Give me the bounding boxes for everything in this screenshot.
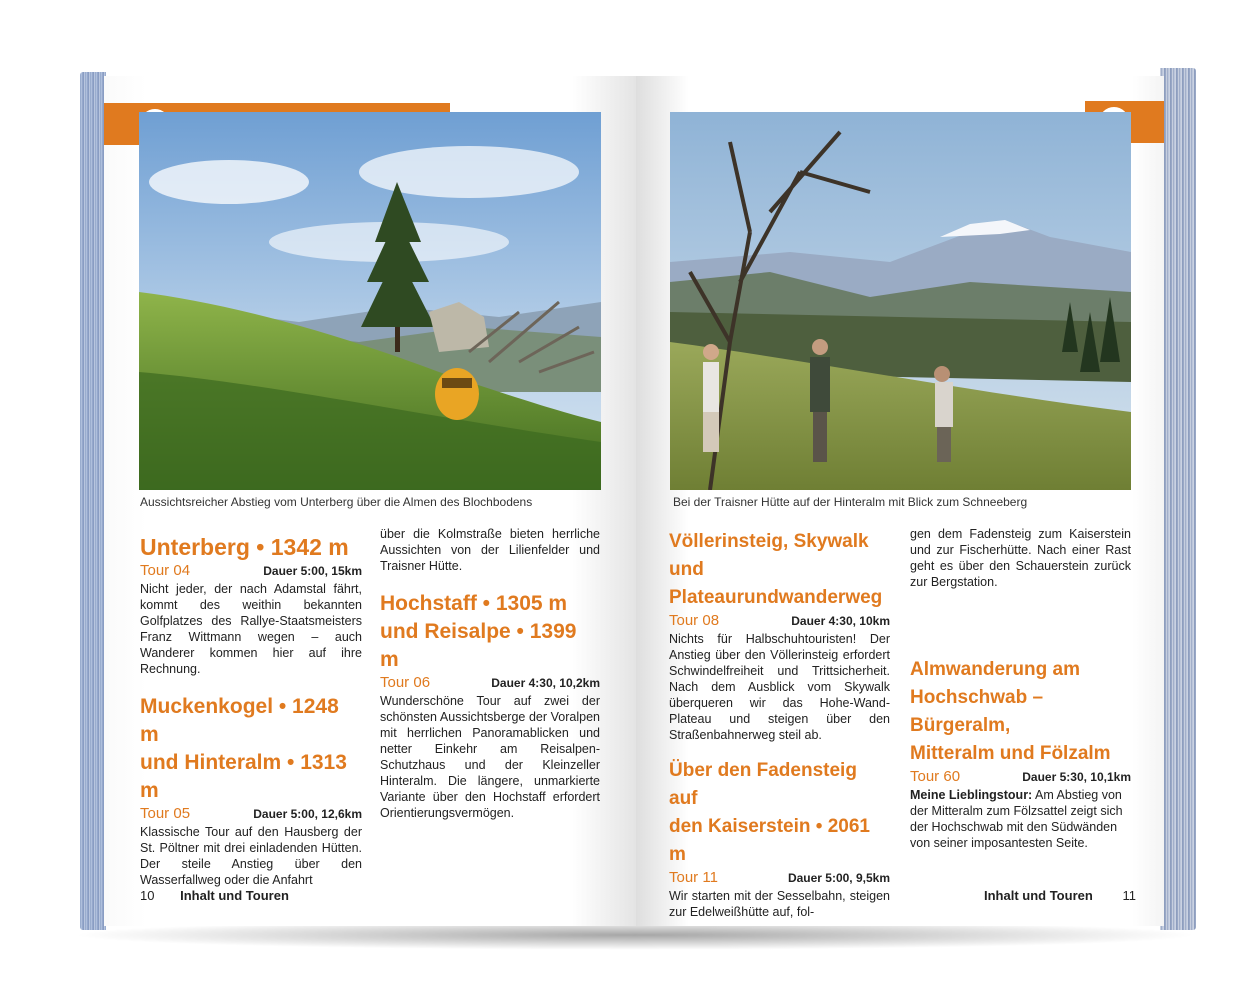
- tour-number: Tour 04: [140, 562, 191, 579]
- tour-number: Tour 11: [669, 869, 718, 886]
- tour-duration: Dauer 5:30, 10,1km: [1022, 770, 1131, 784]
- tour-number: Tour 08: [669, 612, 720, 629]
- tour-duration: Dauer 5:00, 15km: [263, 564, 362, 578]
- right-column-2: [910, 526, 1131, 851]
- tour-description-voellerinsteig: Nichts für Halbschuhtouristen! Der Anstieg über den Völlerinsteig erfordert Schwindelfreiheit und Trittsicherheit. Nach dem Ausblick vom Skywalk überqueren wir das Hohe-Wand-Plateau und steigen über den Straßenbahnerweg steil ab.: [669, 632, 890, 742]
- left-column-2: [380, 526, 600, 821]
- photo-caption-left: Aussichtsreicher Abstieg vom Unterberg über die Almen des Blochbodens: [140, 495, 533, 509]
- photo-traisner-huette: [670, 112, 1131, 490]
- book-edge-left: [80, 72, 106, 930]
- tour-meta-fadensteig: [669, 869, 890, 886]
- tour-duration: Dauer 5:00, 12,6km: [253, 807, 362, 821]
- tour-title-voellerinsteig: Völlerinsteig, Skywalk und: [669, 531, 869, 580]
- tour-title-muckenkogel-line2: und Hinteralm • 1313 m: [140, 751, 347, 802]
- tour-duration: Dauer 4:30, 10km: [791, 614, 890, 628]
- page-number-right: 11: [1122, 888, 1136, 903]
- tour-description-text: Am Abstieg von der Mitteralm zum Fölzsattel zeigt sich der Hochschwab mit den Südwänden von seiner imposantesten Seite.: [910, 788, 1123, 850]
- running-footer-left: Inhalt und Touren: [180, 888, 289, 903]
- tour-description-almwanderung: [910, 787, 1131, 851]
- book-edge-right: [1160, 68, 1196, 930]
- tour-meta-almwanderung: [910, 768, 1131, 785]
- tour-description-fadensteig: Wir starten mit der Sesselbahn, steigen zur Edelweißhütte auf, fol-: [669, 889, 890, 919]
- tour-title-voellerinsteig-line2: Plateaurundwanderweg: [669, 587, 883, 608]
- tour-duration: Dauer 4:30, 10,2km: [491, 676, 600, 690]
- photo-unterberg: [139, 112, 601, 490]
- tour-meta-hochstaff: [380, 674, 600, 691]
- tour-description-fadensteig-cont: gen dem Fadensteig zum Kaiserstein und zur Fischerhütte. Nach einer Rast geht es über den Schauerstein zurück zur Bergstation.: [910, 527, 1131, 589]
- tour-title-fadensteig: Über den Fadensteig auf: [669, 760, 857, 809]
- tour-title-unterberg: Unterberg • 1342 m: [140, 534, 349, 560]
- photo-caption-right: Bei der Traisner Hütte auf der Hinteralm mit Blick zum Schneeberg: [673, 495, 1028, 509]
- tour-number: Tour 06: [380, 674, 431, 691]
- right-column-1: [669, 528, 890, 920]
- tour-description-muckenkogel: Klassische Tour auf den Hausberg der St. Pöltner mit drei einladenden Hütten. Der steile Anstieg über den Wasserfallweg oder die Anfahrt: [140, 825, 362, 887]
- running-footer-right: Inhalt und Touren: [984, 888, 1093, 903]
- tour-duration: Dauer 5:00, 9,5km: [787, 871, 890, 885]
- tour-description-unterberg: Nicht jeder, der nach Adamstal fährt, kommt des weithin bekannten Golfplatzes des Rallye-Staatsmeisters Franz Wittmann wegen – auch Wanderer kommen hier auf ihre Rechnung.: [140, 582, 362, 676]
- tour-description-muckenkogel-cont: über die Kolmstraße bieten herrliche Aussichten von der Lilienfelder und Traisner Hütte.: [380, 527, 600, 573]
- tour-title-hochstaff: Hochstaff • 1305 m: [380, 592, 568, 615]
- tour-title-almwanderung-line2: Hochschwab – Bürgeralm,: [910, 687, 1044, 736]
- tour-meta-unterberg: [140, 562, 362, 579]
- tour-meta-muckenkogel: [140, 805, 362, 822]
- favorite-label: Meine Lieblingstour:: [910, 788, 1033, 802]
- tour-description-hochstaff: Wunderschöne Tour auf zwei der schönsten Aussichtsberge der Voralpen mit herrlichen Panoramablicken und netter Einkehr am Reisalpen-Schutzhaus und der Kleinzeller Hinteralm. Die längere, unmarkierte Variante über den Hochstaff erfordert Orientierungsvermögen.: [380, 694, 600, 820]
- page-number-left: 10: [140, 888, 155, 903]
- footer-right: [984, 888, 1136, 903]
- tour-title-fadensteig-line2: den Kaiserstein • 2061 m: [669, 816, 870, 865]
- tour-number: Tour 05: [140, 805, 191, 822]
- tour-meta-voellerinsteig: [669, 612, 890, 629]
- tour-number: Tour 60: [910, 768, 961, 785]
- tour-title-hochstaff-line2: und Reisalpe • 1399 m: [380, 620, 577, 671]
- tour-title-muckenkogel: Muckenkogel • 1248 m: [140, 695, 339, 746]
- left-column-1: [140, 532, 362, 888]
- tour-title-almwanderung-line3: Mitteralm und Fölzalm: [910, 743, 1111, 764]
- tour-title-almwanderung: Almwanderung am: [910, 659, 1080, 680]
- footer-left: [140, 888, 289, 903]
